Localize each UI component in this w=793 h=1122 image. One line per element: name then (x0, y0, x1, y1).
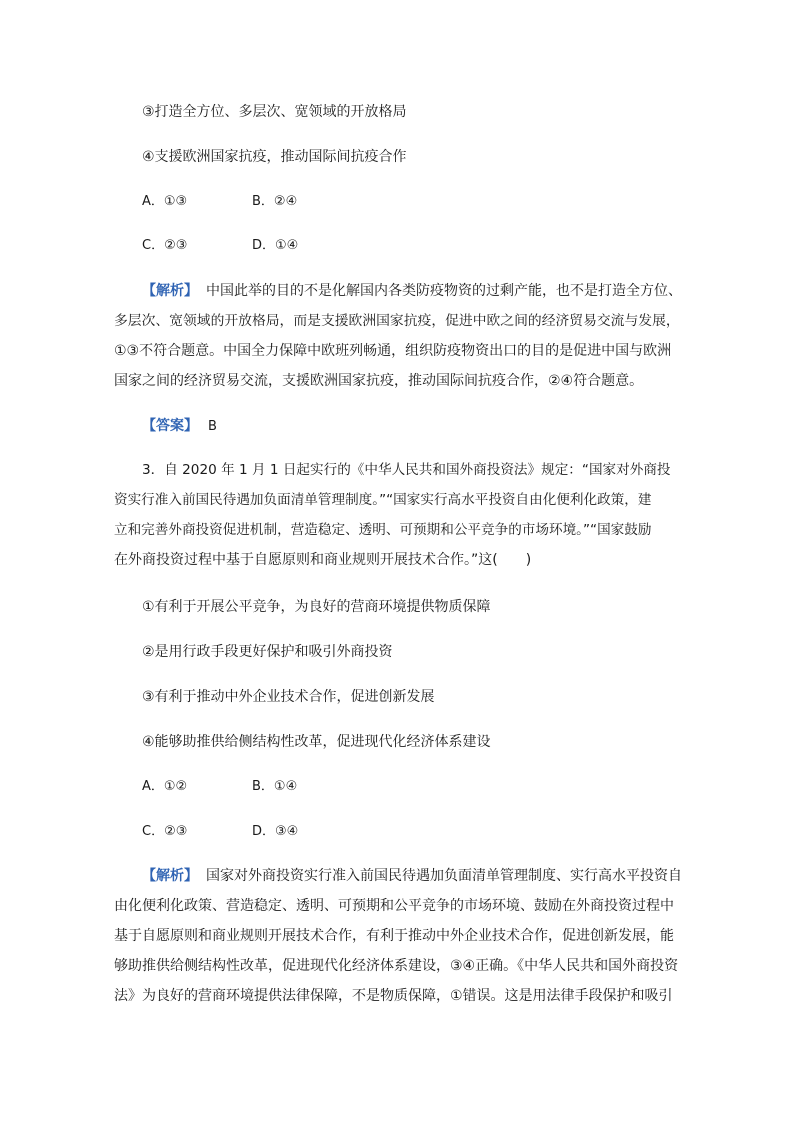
q3-option-b: B．①④ (252, 779, 298, 794)
q3-stem-line-4: 在外商投资过程中基于自愿原则和商业规则开展技术合作。”这( ) (114, 552, 532, 568)
q3-stem-line-2: 资实行准入前国民待遇加负面清单管理制度。”“国家实行高水平投资自由化便利化政策，建 (114, 492, 652, 508)
q2-analysis-line-4: 国家之间的经济贸易交流，支援欧洲国家抗疫，推动国际间抗疫合作，②④符合题意。 (114, 373, 644, 389)
q3-stem-line-1: 3．自 2020 年 1 月 1 日起实行的《中华人民共和国外商投资法》规定：“国家对外商投 (142, 462, 671, 478)
q2-answer-tag: 【答案】 (142, 418, 198, 434)
q3-analysis-line-1: 【解析】 国家对外商投资实行准入前国民待遇加负面清单管理制度、实行高水平投资自 (142, 868, 682, 884)
q2-answer-value: B (208, 419, 217, 434)
q2-option-b: B．②④ (252, 194, 298, 209)
q2-analysis-line-2: 多层次、宽领域的开放格局，而是支援欧洲国家抗疫，促进中欧之间的经济贸易交流与发展， (114, 313, 680, 329)
q3-statement-3: ③有利于推动中外企业技术合作，促进创新发展 (142, 689, 435, 705)
q3-option-c: C．②③ (142, 824, 188, 839)
q2-answer (142, 416, 217, 437)
q3-option-a: A．①② (142, 779, 188, 794)
q3-analysis-tag: 【解析】 (142, 868, 198, 884)
q2-option-a: A．①③ (142, 194, 188, 209)
q3-analysis-line-5: 法》为良好的营商环境提供法律保障，不是物质保障，①错误。这是用法律手段保护和吸引 (114, 988, 673, 1004)
q2-option-d: D．①④ (252, 238, 299, 253)
q3-statement-1: ①有利于开展公平竞争，为良好的营商环境提供物质保障 (142, 599, 491, 615)
q3-analysis-line-4: 够助推供给侧结构性改革，促进现代化经济体系建设，③④正确。《中华人民共和国外商投资 (114, 958, 679, 974)
q2-analysis-tag: 【解析】 (142, 283, 198, 299)
q2-statement-4: ④支援欧洲国家抗疫，推动国际间抗疫合作 (142, 149, 407, 165)
q3-statement-2: ②是用行政手段更好保护和吸引外商投资 (142, 644, 393, 660)
q3-statement-4: ④能够助推供给侧结构性改革，促进现代化经济体系建设 (142, 734, 491, 750)
q2-analysis-line-3: ①③不符合题意。中国全力保障中欧班列畅通，组织防疫物资出口的目的是促进中国与欧洲 (114, 343, 672, 359)
q3-option-d: D．③④ (252, 824, 299, 839)
q2-statement-3: ③打造全方位、多层次、宽领域的开放格局 (142, 104, 407, 120)
q2-analysis-line-1: 【解析】 中国此举的目的不是化解国内各类防疫物资的过剩产能，也不是打造全方位、 (142, 283, 682, 299)
q3-analysis-line-2: 由化便利化政策、营造稳定、透明、可预期和公平竞争的市场环境、鼓励在外商投资过程中 (114, 898, 674, 914)
q2-option-c: C．②③ (142, 238, 188, 253)
q3-stem-line-3: 立和完善外商投资促进机制，营造稳定、透明、可预期和公平竞争的市场环境。”“国家鼓励 (114, 522, 652, 538)
q3-analysis-line-3: 基于自愿原则和商业规则开展技术合作，有利于推动中外企业技术合作，促进创新发展，能 (114, 928, 674, 944)
